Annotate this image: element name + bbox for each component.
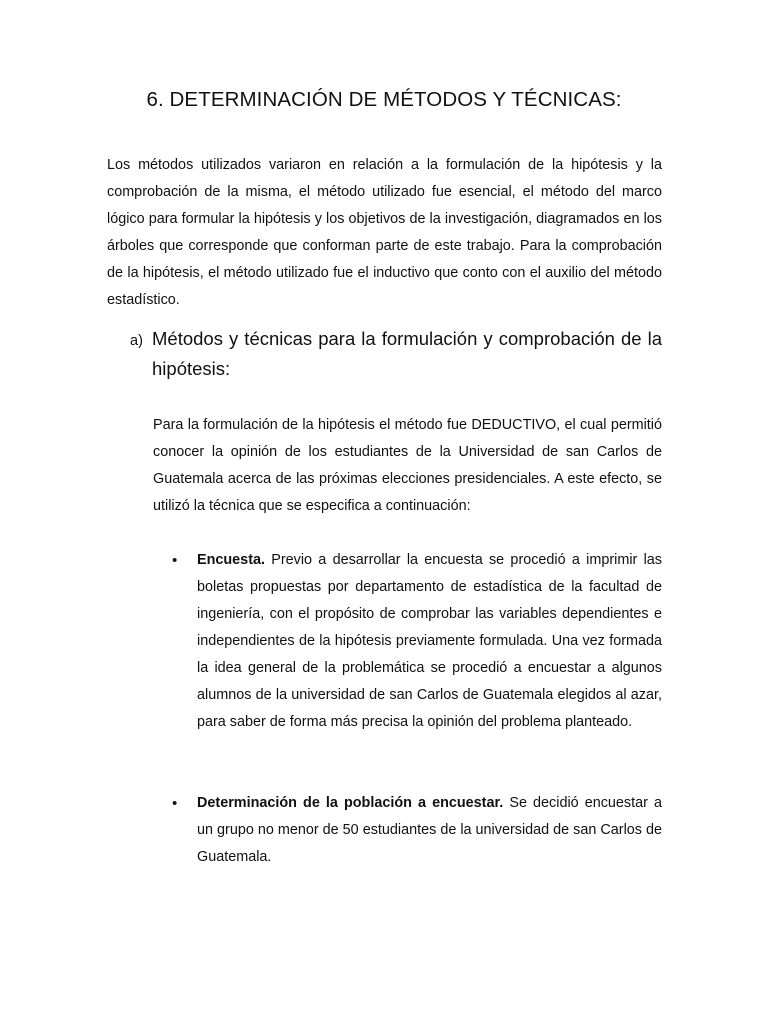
subsection-heading	[130, 324, 662, 384]
list-item-term: Encuesta.	[197, 552, 265, 568]
list-item-poblacion	[172, 790, 662, 871]
list-item-encuesta	[172, 547, 662, 736]
bullet-icon: •	[172, 795, 178, 812]
subsection-marker: a)	[130, 333, 143, 349]
subsection-title: Métodos y técnicas para la formulación y comprobación de la hipótesis:	[152, 328, 662, 379]
list-item-body: Se decidió encuestar a un grupo no menor de 50 estudiantes de la universidad de san Carlos de Guatemala.	[197, 795, 663, 865]
list-item-body: Previo a desarrollar la encuesta se procedió a imprimir las boletas propuestas por departamento de estadística de la facultad de ingeniería, con el propósito de comprobar las variables dependientes e independientes de la hipótesis previamente formulada. Una vez formada la idea general de la problemática se procedió a encuestar a algunos alumnos de la universidad de san Carlos de Guatemala elegidos al azar, para saber de forma más precisa la opinión del problema planteado.	[197, 552, 662, 730]
intro-paragraph: Los métodos utilizados variaron en relación a la formulación de la hipótesis y la comprobación de la misma, el método utilizado fue esencial, el método del marco lógico para formular la hipótesis y los objetivos de la investigación, diagramados en los árboles que corresponde que conforman parte de este trabajo. Para la comprobación de la hipótesis, el método utilizado fue el inductivo que conto con el auxilio del método estadístico.	[107, 157, 662, 308]
bullet-icon: •	[172, 552, 178, 569]
subsection-paragraph: Para la formulación de la hipótesis el método fue DEDUCTIVO, el cual permitió conocer la opinión de los estudiantes de la Universidad de san Carlos de Guatemala acerca de las próximas elecciones presidenciales. A este efecto, se utilizó la técnica que se especifica a continuación:	[153, 417, 662, 514]
section-heading: 6. DETERMINACIÓN DE MÉTODOS Y TÉCNICAS:	[146, 88, 622, 111]
list-item-text	[172, 790, 662, 871]
list-item-term: Determinación de la población a encuestar.	[197, 795, 504, 811]
list-item-text	[172, 547, 662, 736]
